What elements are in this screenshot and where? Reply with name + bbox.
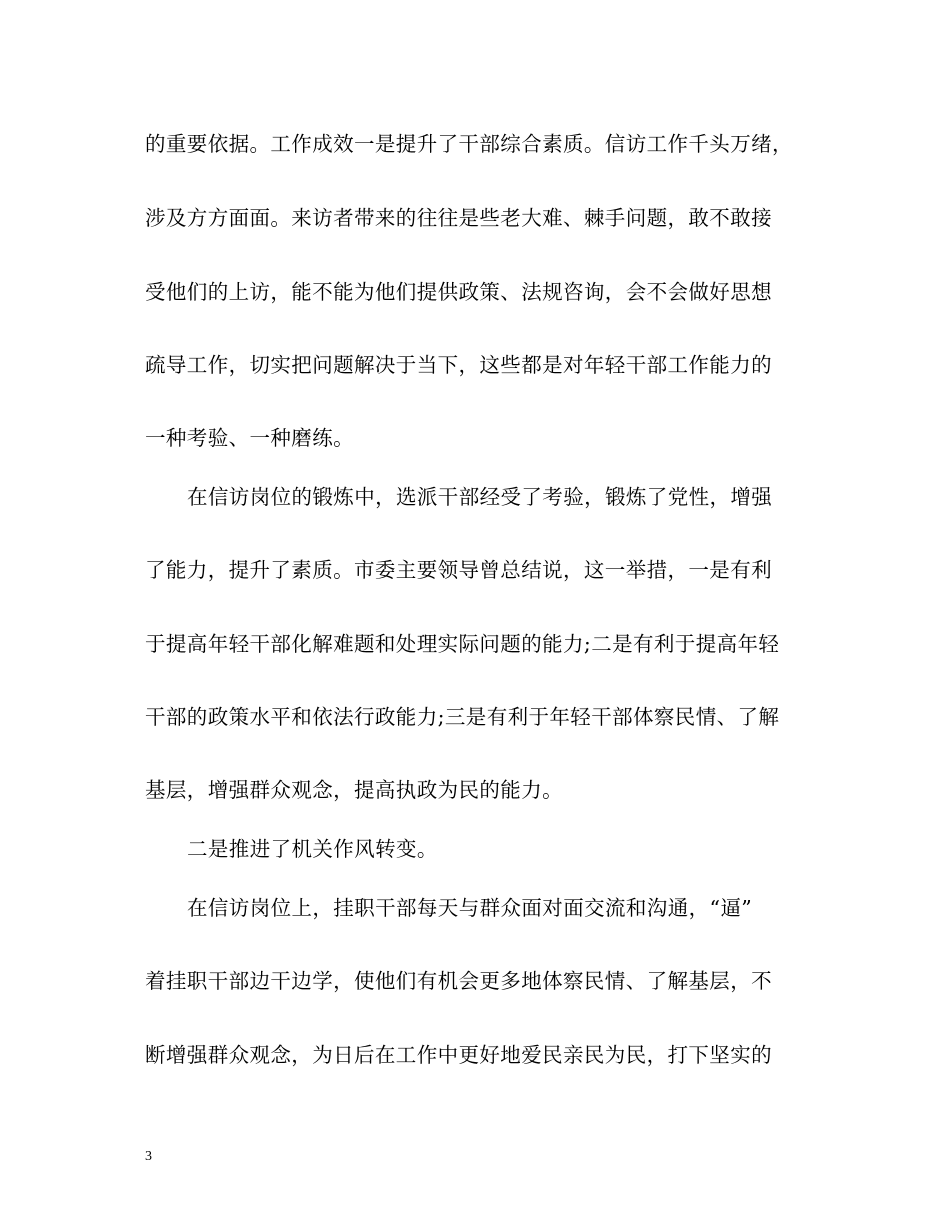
text-line: 受他们的上访，能不能为他们提供政策、法规咨询，会不会做好思想 <box>145 280 772 304</box>
text-line: 一种考验、一种磨练。 <box>145 426 354 450</box>
text-line: 疏导工作，切实把问题解决于当下，这些都是对年轻干部工作能力的 <box>145 353 772 377</box>
paragraph-start-line: 在信访岗位的锻炼中，选派干部经受了考验，锻炼了党性，增强 <box>187 485 773 509</box>
page-number: 3 <box>145 1149 152 1164</box>
text-line: 了能力，提升了素质。市委主要领导曾总结说，这一举措，一是有利 <box>145 558 772 582</box>
text-line: 着挂职干部边干边学，使他们有机会更多地体察民情、了解基层，不 <box>145 969 772 993</box>
text-line: 的重要依据。工作成效一是提升了干部综合素质。信访工作千头万绪， <box>145 132 793 156</box>
text-line: 涉及方方面面。来访者带来的往往是些老大难、棘手问题，敢不敢接 <box>145 206 772 230</box>
text-line: 基层，增强群众观念，提高执政为民的能力。 <box>145 778 563 802</box>
text-line: 于提高年轻干部化解难题和处理实际问题的能力;二是有利于提高年轻 <box>145 632 780 656</box>
text-line: 干部的政策水平和依法行政能力;三是有利于年轻干部体察民情、了解 <box>145 705 780 729</box>
text-line: 断增强群众观念，为日后在工作中更好地爱民亲民为民，打下坚实的 <box>145 1043 772 1067</box>
paragraph-start-line: 二是推进了机关作风转变。 <box>187 837 438 861</box>
paragraph-start-line: 在信访岗位上，挂职干部每天与群众面对面交流和沟通，“逼” <box>187 896 753 920</box>
